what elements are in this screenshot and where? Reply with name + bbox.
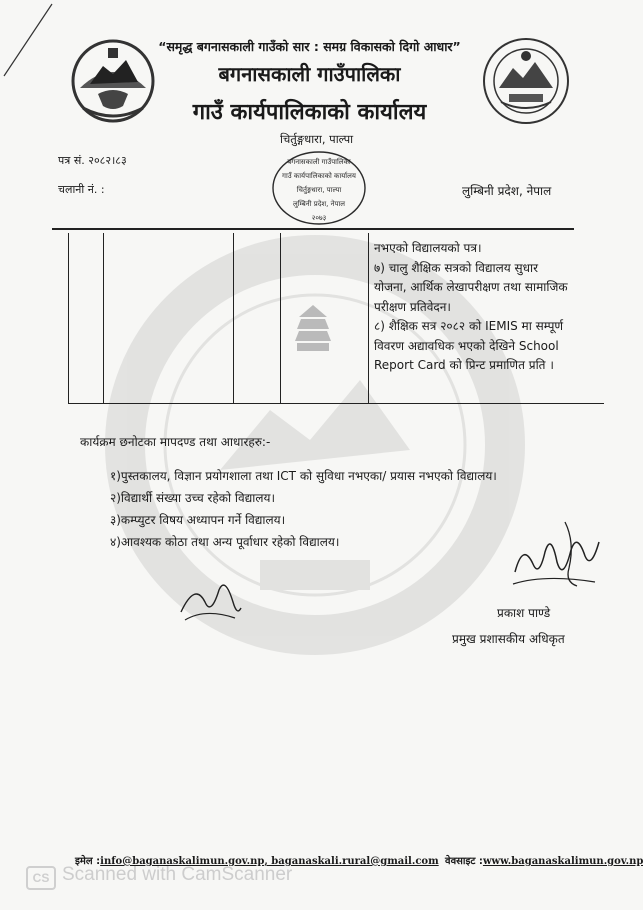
dispatch-number: चलानी नं. : xyxy=(58,183,105,196)
website-link[interactable]: www.baganaskalimun.gov.np xyxy=(482,856,643,867)
temple-watermark-icon xyxy=(293,303,333,353)
letter-number: पत्र सं. २०८२।८३ xyxy=(58,154,127,167)
stamp-line1: बगनासकाली गाउँपालिका xyxy=(287,158,351,166)
table-col-border xyxy=(68,233,69,403)
table-line: योजना, आर्थिक लेखापरीक्षण तथा सामाजिक xyxy=(374,280,568,294)
org-name: बगनासकाली गाउँपालिका xyxy=(218,62,401,86)
office-address: चिर्तुङ्गधारा, पाल्पा xyxy=(280,132,354,146)
province-name: लुम्बिनी प्रदेश, नेपाल xyxy=(462,184,552,198)
table-col-border xyxy=(368,233,369,403)
criteria-list xyxy=(110,465,497,553)
table-cell-documents xyxy=(374,239,606,376)
stamp-year: २०७३ xyxy=(311,214,327,222)
table-line: परीक्षण प्रतिवेदन। xyxy=(374,299,451,314)
camscanner-logo-icon: CS xyxy=(26,866,56,890)
criteria-item: ३)कम्प्युटर विषय अध्यापन गर्ने विद्यालय। xyxy=(110,513,286,527)
table-bottom-border xyxy=(68,403,604,404)
table-col-border xyxy=(280,233,281,403)
requirements-table xyxy=(68,233,604,405)
criteria-item: १)पुस्तकालय, विज्ञान प्रयोगशाला तथा ICT को सुविधा नभएका/ प्रयास नभएको विद्यालय। xyxy=(110,469,497,483)
header-divider xyxy=(52,228,574,230)
officer-signature xyxy=(505,512,605,594)
signer-name: प्रकाश पाण्डे xyxy=(497,606,551,620)
initials-signature xyxy=(175,572,245,624)
signer-title: प्रमुख प्रशासकीय अधिकृत xyxy=(452,632,565,646)
stamp-line3: चिर्तुङ्गधारा, पाल्पा xyxy=(296,186,342,194)
table-col-border xyxy=(233,233,234,403)
criteria-item: २)विद्यार्थी संख्या उच्च रहेको विद्यालय। xyxy=(110,491,276,505)
email-links[interactable]: info@baganaskalimun.gov.np, baganaskali.rural@gmail.com xyxy=(100,856,439,867)
office-stamp xyxy=(270,148,368,228)
website-label: वेवसाइट : xyxy=(445,856,483,867)
scanner-watermark: Scanned with CamScanner xyxy=(62,864,293,885)
table-col-border xyxy=(103,233,104,403)
criteria-heading: कार्यक्रम छनोटका मापदण्ड तथा आधारहरु:- xyxy=(80,435,271,449)
table-line: ८) शैक्षिक सत्र २०८२ को IEMIS मा सम्पूर्ण xyxy=(374,319,564,333)
stamp-line2: गाउँ कार्यपालिकाको कार्यालय xyxy=(282,172,356,180)
office-name: गाउँ कार्यपालिकाको कार्यालय xyxy=(192,100,427,125)
table-line: विवरण अद्यावधिक भएको देखिने School xyxy=(374,338,559,353)
stamp-line4: लुम्बिनी प्रदेश, नेपाल xyxy=(292,200,346,208)
criteria-item: ४)आवश्यक कोठा तथा अन्य पूर्वाधार रहेको विद्यालय। xyxy=(110,535,340,549)
table-line: ७) चालु शैक्षिक सत्रको विद्यालय सुधार xyxy=(374,260,539,275)
email-label: इमेल : xyxy=(75,856,101,867)
table-line: नभएको विद्यालयको पत्र। xyxy=(374,241,482,255)
motto: “समृद्ध बगनासकाली गाउँको सार : समग्र विकासको दिगो आधार” xyxy=(158,39,461,54)
table-line: Report Card को प्रिन्ट प्रमाणित प्रति । xyxy=(374,358,554,372)
